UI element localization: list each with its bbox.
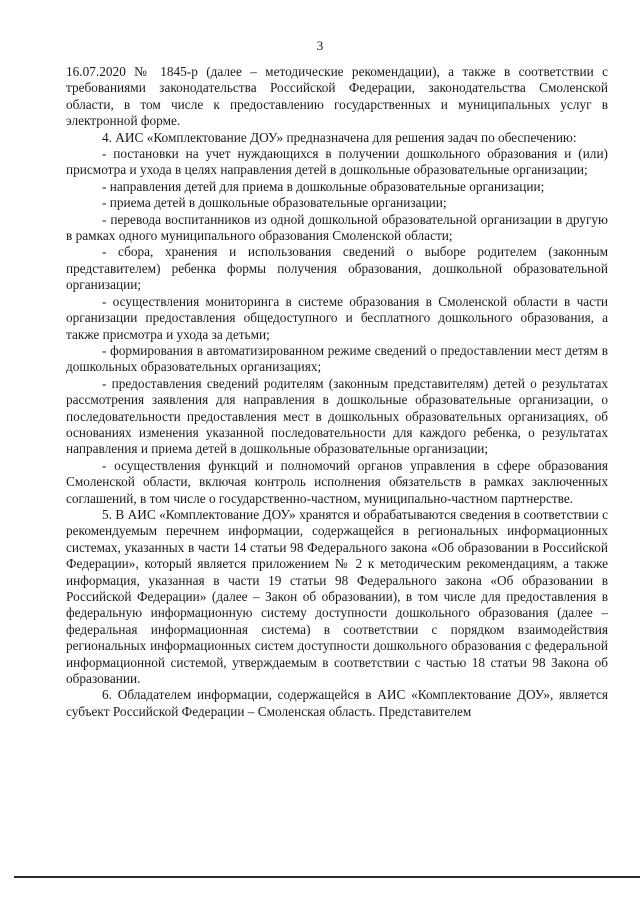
paragraph: - направления детей для приема в дошкольные образовательные организации; [102, 178, 545, 194]
paragraph: 5. В АИС «Комплектование ДОУ» хранятся и обрабатываются сведения в соответствии с рекомендуемым перечнем информации, содержащейся в региональных информационных системах, указанных в части 14 статьи 98 Федерального закона «Об образовании в Российской Федерации», который является приложением № 2 к методическим рекомендациям, а также информация, указанная в части 19 статьи 98 Федерального закона «Об образовании в Российской Федерации» (далее – Закон об образовании), в том числе для предоставления в федеральную информационную систему доступности дошкольного образования (далее – федеральная информационная система) в соответствии с порядком взаимодействия региональных информационных систем доступности дошкольного образования с федеральной информационной системой, утверждаемым в соответствии с частью 18 статьи 98 Закона об образовании. [66, 506, 608, 687]
bottom-divider [14, 876, 640, 878]
paragraph: - осуществления мониторинга в системе образования в Смоленской области в части организации предоставления общедоступного и бесплатного дошкольного образования, а также присмотра и ухода за детьми; [66, 293, 608, 342]
paragraph: 6. Обладателем информации, содержащейся в АИС «Комплектование ДОУ», является субъект Российской Федерации – Смоленская область. Представителем [66, 687, 608, 719]
paragraph: - сбора, хранения и использования сведений о выборе родителем (законным представителем) ребенка формы получения образования, дошкольной образовательной организации; [66, 244, 608, 293]
paragraph: - приема детей в дошкольные образовательные организации; [102, 195, 447, 211]
paragraph: - осуществления функций и полномочий органов управления в сфере образования Смоленской области, включая контроль исполнения обязательств в рамках заключенных соглашений, в том числе о государственно-частном, муниципально-частном партнерстве. [66, 457, 608, 506]
paragraph: - перевода воспитанников из одной дошкольной образовательной организации в другую в рамках одного муниципального образования Смоленской области; [66, 211, 608, 244]
document-body [66, 64, 608, 720]
paragraph: - формирования в автоматизированном режиме сведений о предоставлении мест детям в дошкольных образовательных организациях; [66, 342, 608, 375]
paragraph: 4. АИС «Комплектование ДОУ» предназначена для решения задач по обеспечению: [102, 129, 577, 145]
page-number: 3 [316, 38, 324, 53]
paragraph: - предоставления сведений родителям (законным представителям) детей о результатах рассмотрения заявления для направления в дошкольные образовательные организации, о последовательности предоставления мест в дошкольных образовательных организациях, об основаниях изменения указанной последовательности для каждого ребенка, о результатах направления и приема детей в дошкольные образовательные организации; [66, 375, 608, 457]
paragraph: - постановки на учет нуждающихся в получении дошкольного образования и (или) присмотра и ухода в целях направления детей в дошкольные образовательные организации; [66, 146, 608, 178]
paragraph: 16.07.2020 № 1845-р (далее – методические рекомендации), а также в соответствии с требованиями законодательства Российской Федерации, законодательства Смоленской области, в том числе к предоставлению государственных и муниципальных услуг в электронной форме. [66, 64, 608, 129]
